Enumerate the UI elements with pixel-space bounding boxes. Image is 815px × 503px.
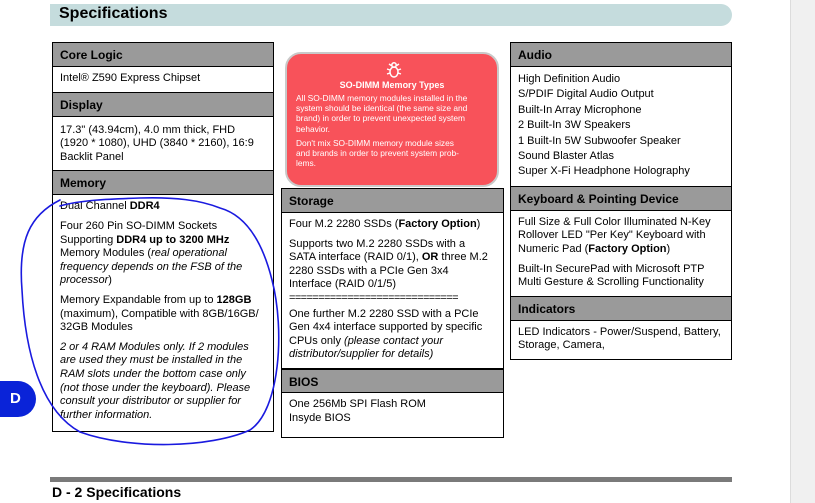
middle-column — [281, 188, 504, 438]
audio-section: High Definition Audio S/PDIF Digital Audio Output Built-In Array Microphone 2 Built-In 3W Speakers 1 Built-In 5W Subwoofer Speaker Sound Blaster Atlas Super X-Fi Headphone Holography — [511, 67, 731, 187]
page-title: Specifications — [59, 5, 168, 22]
memory-section — [53, 195, 273, 428]
keyboard-header: Keyboard & Pointing Device — [511, 187, 731, 211]
warning-box — [285, 52, 499, 187]
core-logic-value: Intel® Z590 Express Chipset — [60, 72, 201, 84]
memory-expandable: Memory Expandable from up to 128GB (maximum), Compatible with 8GB/16GB/ 32GB Modules — [60, 293, 259, 334]
scrollbar[interactable] — [790, 0, 815, 503]
warning-bug-icon — [383, 60, 405, 80]
display-header: Display — [53, 93, 273, 117]
indicators-section: LED Indicators - Power/Suspend, Battery, Storage, Camera, — [518, 325, 721, 352]
footer-rule — [50, 477, 732, 482]
core-logic-section — [53, 67, 273, 93]
page-footer: D - 2 Specifications — [52, 484, 182, 500]
display-line: (1920 * 1080), UHD (3840 * 2160), 16:9 — [60, 137, 254, 150]
audio-header: Audio — [511, 43, 731, 67]
title-bar — [50, 4, 732, 26]
memory-note: 2 or 4 RAM Modules only. If 2 modules are used they must be installed in the RAM slots under the bottom case only (not those under the keyboard). Please consult your distributor or supplier for further information. — [60, 340, 251, 421]
right-column — [510, 42, 732, 360]
memory-header: Memory — [53, 171, 273, 195]
keyboard-section: Full Size & Full Color Illuminated N-Key Rollover LED "Per Key" Keyboard with Numeric Pad (Factory Option) Built-In SecurePad with Microsoft PTP Multi Gesture & Scrolling Functionality — [511, 211, 731, 297]
indicators-header: Indicators — [511, 297, 731, 321]
display-line: 17.3" (43.94cm), 4.0 mm thick, FHD — [60, 123, 236, 136]
storage-section: Four M.2 2280 SSDs (Factory Option) Supports two M.2 2280 SSDs with a SATA interface (RAID 0/1), OR three M.2 2280 SSDs with a PCIe Gen 3x4 Interface (RAID 0/1/5) ============================= One further M.2 2280 SSD with a PCIe Gen 4x4 interface supported by specific CPUs only (please contact your distributor/supplier for details) — [282, 213, 503, 369]
left-column — [52, 42, 274, 432]
storage-separator: ============================= — [289, 291, 458, 304]
warning-title: SO-DIMM Memory Types — [339, 80, 445, 90]
bios-header: BIOS — [282, 369, 503, 393]
chapter-tab: D — [0, 381, 36, 417]
display-section — [53, 117, 273, 172]
memory-sockets: Four 260 Pin SO-DIMM Sockets Supporting DDR4 up to 3200 MHz Memory Modules (real operational frequency depends on the FSB of the processor) — [60, 219, 243, 287]
warning-body: All SO-DIMM memory modules installed in the system should be identical (the same size and brand) in order to prevent unexpected system behavior. Don't mix SO-DIMM memory module sizes and brands in order to prevent system prob- lems. — [296, 93, 468, 169]
display-line: Backlit Panel — [60, 150, 124, 163]
core-logic-header: Core Logic — [53, 43, 273, 67]
storage-header: Storage — [282, 189, 503, 213]
memory-channel: Dual Channel DDR4 — [60, 200, 160, 213]
bios-section: One 256Mb SPI Flash ROM Insyde BIOS — [289, 397, 426, 424]
